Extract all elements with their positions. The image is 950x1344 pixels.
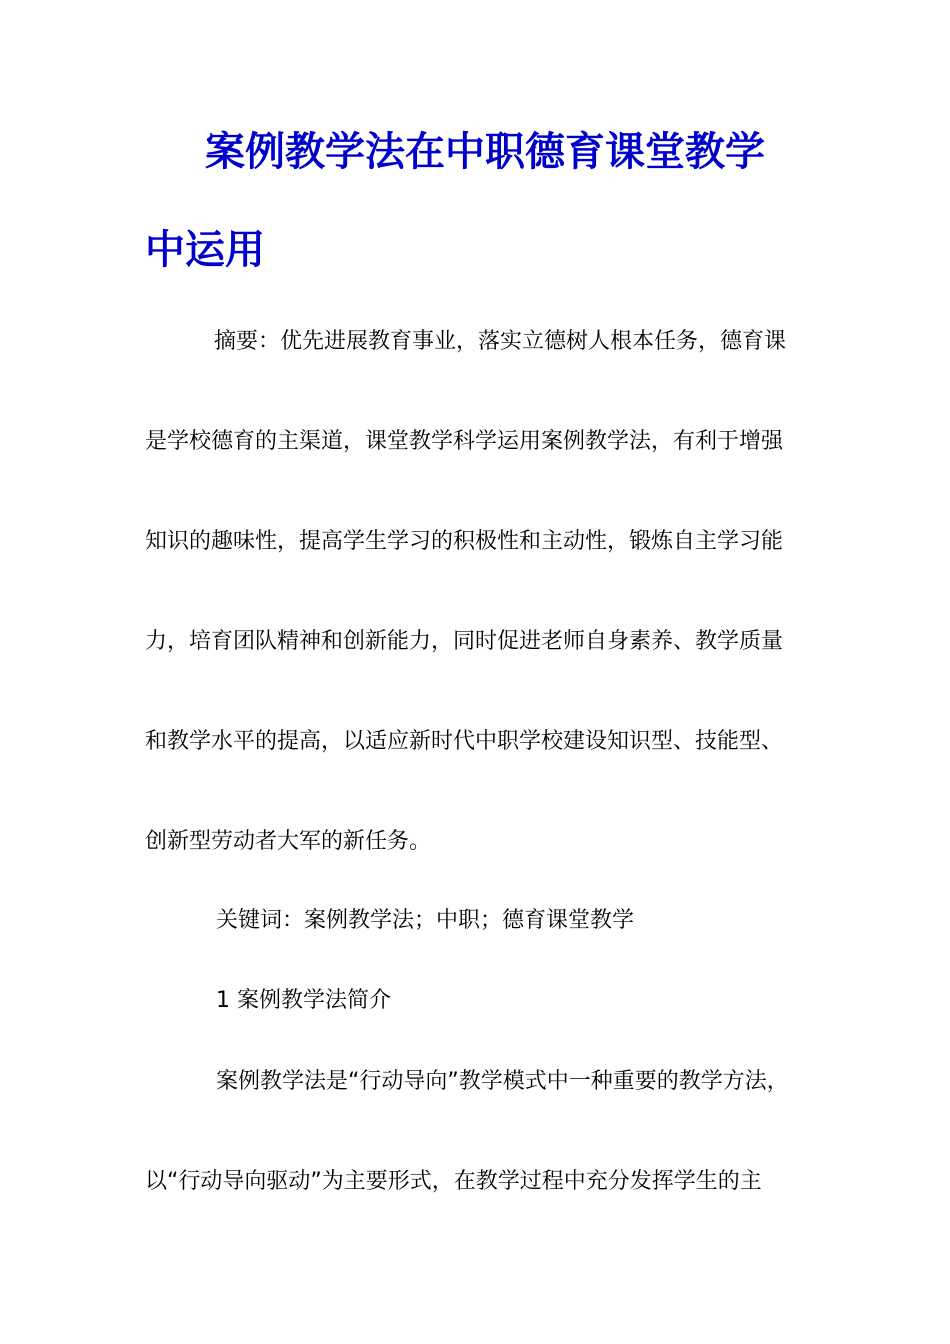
abstract-line-1: 摘要：优先进展教育事业，落实立德树人根本任务，德育课 xyxy=(214,329,787,354)
title-line-2: 中运用 xyxy=(145,227,265,273)
abstract-line-2: 是学校德育的主渠道，课堂教学科学运用案例教学法，有利于增强 xyxy=(145,429,784,454)
section-line-2: 以“行动导向驱动”为主要形式，在教学过程中充分发挥学生的主 xyxy=(145,1169,762,1194)
abstract-line-3: 知识的趣味性，提高学生学习的积极性和主动性，锻炼自主学习能 xyxy=(145,529,784,554)
section-heading: 1 案例教学法简介 xyxy=(216,988,391,1013)
abstract-line-5: 和教学水平的提高，以适应新时代中职学校建设知识型、技能型、 xyxy=(145,729,784,754)
title-line-1: 案例教学法在中职德育课堂教学 xyxy=(205,129,765,175)
section-line-1: 案例教学法是“行动导向”教学模式中一种重要的教学方法， xyxy=(216,1069,789,1094)
keywords-line: 关键词：案例教学法；中职；德育课堂教学 xyxy=(216,908,635,933)
abstract-line-4: 力，培育团队精神和创新能力，同时促进老师自身素养、教学质量 xyxy=(145,629,784,654)
abstract-line-6: 创新型劳动者大军的新任务。 xyxy=(145,829,432,854)
